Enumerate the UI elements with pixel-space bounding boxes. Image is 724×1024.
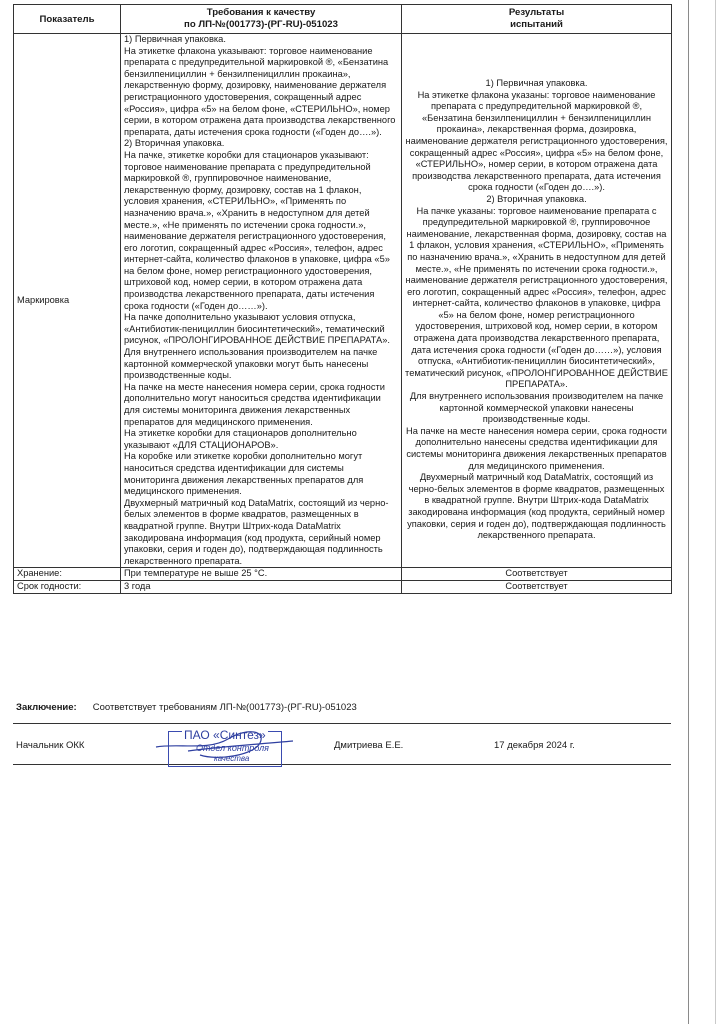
storage-label: Хранение: (14, 568, 121, 581)
requirement-paragraph: На пачке на месте нанесения номера серии, срока годности дополнительно могут наноситься средства идентификации для системы мониторинга движения лекарственных препаратов для медицинского применения. (124, 381, 385, 427)
requirement-paragraph: Для внутреннего использования производителем на пачке картонной коммерческой упаковки могут быть нанесены производственные коды. (124, 347, 378, 381)
result-paragraph: Двухмерный матричный код DataMatrix, состоящий из черно-белых элементов в форме квадратов, размещенных в квадратной группе. Внутри Штрих-кода DataMatrix закодирована информация (код продукта, серийный номер упаковки, серия и годен до), подтверждающая подлинность лекарственного препарата. (407, 472, 666, 541)
conclusion-text: Соответствует требованиям ЛП-№(001773)-(РГ-RU)-051023 (92, 702, 357, 713)
requirement-paragraph: На пачке, этикетке коробки для стационаров указывают: торговое наименование препарата с предупредительной маркировкой ®, группировочное наименование, лекарственную форму, дозировку, состав на 1 флакон, условия хранения, «СТЕРИЛЬНО», «Применять по назначению врача.», «Хранить в недоступном для детей месте.», «Не применять по истечении срока годности.», наименование держателя регистрационного удостоверения, его логотип, сокращенный адрес «Россия», телефон, адрес интернет-сайта, количество флаконов в упаковке, цифра «5» на белом фоне, номер регистрационного удостоверения, штриховой код, номер серии, в котором отражена дата производства лекарственного препарата, даты истечения срока годности («Годен до……»). (124, 149, 390, 311)
requirement-paragraph: На коробке или этикетке коробки дополнительно могут наноситься средства идентификации для системы мониторинга движения лекарственных препаратов для медицинского применения. (124, 451, 364, 497)
requirement-paragraph: На этикетке коробки для стационаров дополнительно указывают «ДЛЯ СТАЦИОНАРОВ». (124, 428, 357, 450)
conclusion-label: Заключение: (16, 702, 77, 713)
quality-table (13, 4, 672, 594)
conclusion (16, 702, 357, 713)
shelf-life-result: Соответствует (402, 580, 672, 593)
table-row-shelf-life (14, 580, 672, 593)
table-row-storage (14, 568, 672, 581)
requirement-paragraph: На этикетке флакона указывают: торговое наименование препарата с предупредительной маркировкой ®, «Бензатина бензилпенициллин + бензилпенициллин прокаина», лекарственную форму, дозировку, наименование держателя регистрационного удостоверения, сокращенный адрес «Россия», цифра «5» на белом фоне, «СТЕРИЛЬНО», номер серии, в котором отражена дата производства лекарственного препарата, даты истечения срока годности («Годен до….»). (124, 45, 396, 137)
requirement-paragraph: 2) Вторичная упаковка. (124, 138, 225, 149)
result-paragraph: 1) Первичная упаковка. (485, 78, 588, 88)
company-stamp (168, 725, 286, 767)
result-paragraph: На этикетке флакона указаны: торговое наименование препарата с предупредительной маркировкой ®, «Бензатина бензилпенициллин + бензилпенициллин прокаина», лекарственная форма, дозировка, наименование держателя регистрационного удостоверения, сокращенный адрес «Россия», цифра «5» на белом фоне, «СТЕРИЛЬНО», номер серии, в котором отражена дата производства лекарственного препарата, дата истечения срока годности («Годен до….»). (405, 89, 668, 193)
stamp-org: ПАО «Синтез» (184, 728, 266, 742)
result-paragraph: На пачке на месте нанесения номера серии, срока годности дополнительно нанесены средства идентификации для системы мониторинга движения лекарственных препаратов для медицинского применения. (406, 425, 667, 471)
scan-edge-line (715, 0, 716, 1024)
storage-result: Соответствует (402, 568, 672, 581)
marking-results (402, 34, 672, 568)
requirement-paragraph: 1) Первичная упаковка. (124, 34, 226, 44)
signer-position: Начальник ОКК (16, 740, 85, 751)
storage-requirement: При температуре не выше 25 °С. (121, 568, 402, 581)
marking-label: Маркировка (14, 34, 121, 568)
result-paragraph: 2) Вторичная упаковка. (486, 193, 587, 204)
table-row-marking (14, 34, 672, 568)
stamp-line: Отдел контроля (196, 743, 269, 753)
stamp-line: качества (214, 754, 250, 763)
divider (13, 723, 671, 724)
signer-name: Дмитриева Е.Е. (334, 740, 404, 751)
result-paragraph: На пачке указаны: торговое наименование препарата с предупредительной маркировкой ®, группировочное наименование, лекарственная форма, дозировку, состав на 1 флакон, условия хранения, «СТЕРИЛЬНО», «Применять по назначению врача.», «Хранить в недоступном для детей месте.», «Не применять по истечении срока годности.», наименование держателя регистрационного удостоверения, его логотип, сокращенный адрес «Россия», телефон, адрес интернет-сайта, количество флаконов в упаковке, цифра «5» на белом фоне, номер регистрационного удостоверения, штриховой код, номер серии, в котором отражена дата производства лекарственного препарата, дата истечения срока годности («Годен до……»), условия отпуска, «Антибиотик-пенициллин биосинтетический», тематический рисунок, «ПРОЛОНГИРОВАННОЕ ДЕЙСТВИЕ ПРЕПАРАТА». (405, 205, 668, 390)
requirement-paragraph: Двухмерный матричный код DataMatrix, состоящий из черно-белых элементов в форме квадратов, размещенных в квадратной группе. Внутри Штрих-кода DataMatrix закодирована информация (код продукта, серийный номер упаковки, серия и годен до), подтверждающая подлинность лекарственного препарата. (124, 497, 389, 566)
marking-requirements (121, 34, 402, 568)
divider (13, 764, 671, 765)
header-results: Результаты испытаний (402, 5, 672, 34)
handwritten-signature-icon (148, 721, 298, 771)
result-paragraph: Для внутреннего использования производителем на пачке картонной коммерческой упаковки нанесены производственные коды. (409, 391, 664, 425)
signature-date: 17 декабря 2024 г. (494, 740, 575, 751)
scan-edge-line (688, 0, 689, 1024)
shelf-life-label: Срок годности: (14, 580, 121, 593)
requirement-paragraph: На пачке дополнительно указывают условия отпуска, «Антибиотик-пенициллин биосинтетический», тематический рисунок, «ПРОЛОНГИРОВАННОЕ ДЕЙСТВИЕ ПРЕПАРАТА». (124, 312, 390, 346)
header-requirements: Требования к качеству по ЛП-№(001773)-(РГ-RU)-051023 (121, 5, 402, 34)
header-indicator: Показатель (14, 5, 121, 34)
table-header-row (14, 5, 672, 34)
shelf-life-requirement: 3 года (121, 580, 402, 593)
